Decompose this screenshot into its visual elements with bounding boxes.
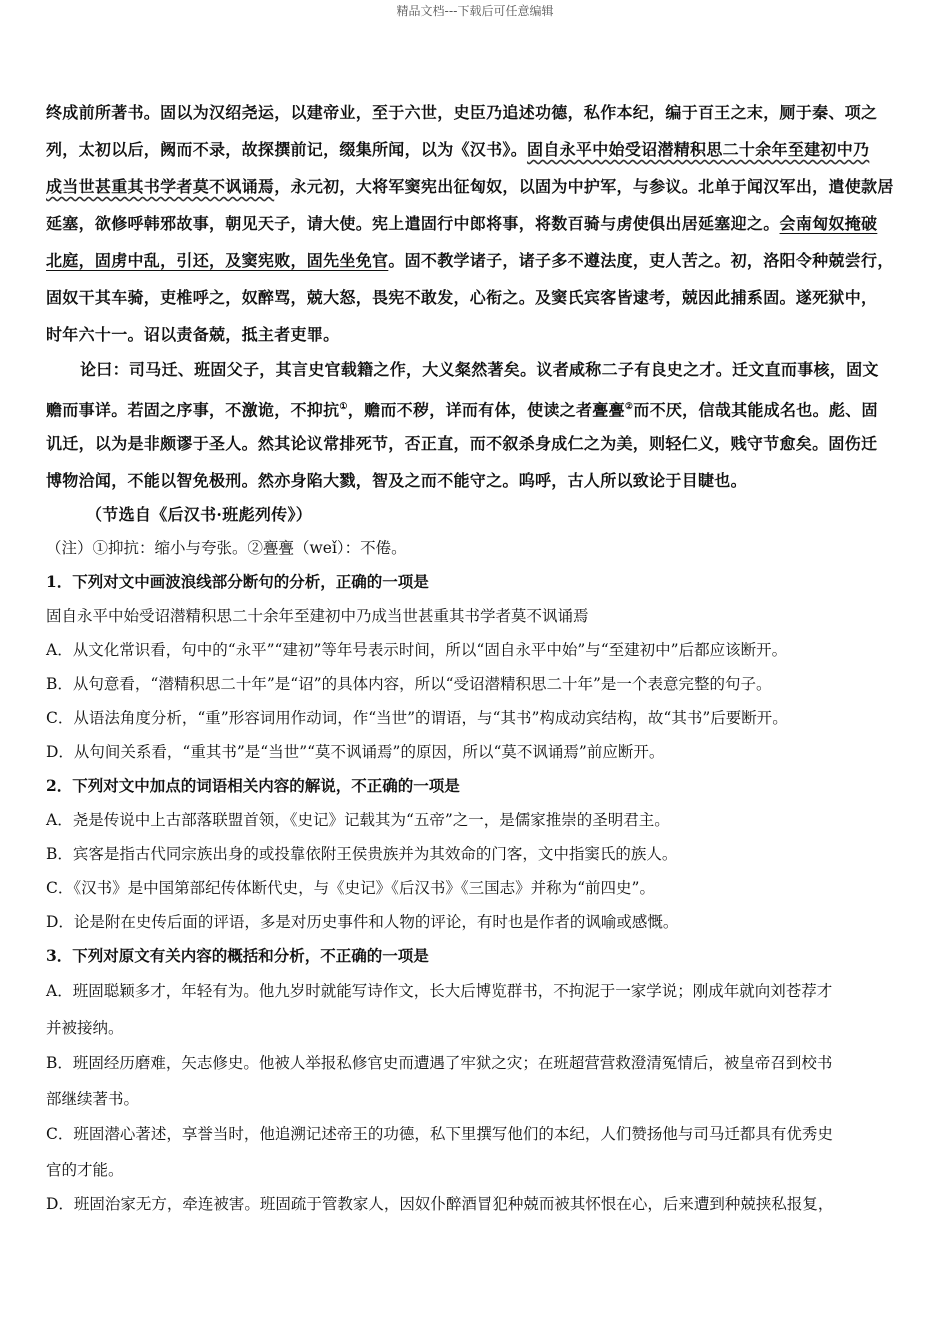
wavy-underlined-text: 固自永平中始受诏潜精积思二十余年至建初中乃 xyxy=(527,140,870,159)
question-3-option-c: C．班固潜心著述，享誉当时，他追溯记述帝王的功德，私下里撰写他们的本纪，人们赞扬他与司马迁都具有优秀史 xyxy=(46,1125,833,1143)
passage-line: 终成前所著书。固以为汉绍尧运，以建帝业，至于六世，史臣乃追述功德，私作本纪，编于百王之末，厕于秦、项之 xyxy=(46,103,878,122)
annotation-note: （注）①抑抗：缩小与夸张。②亹亹（weǐ）：不倦。 xyxy=(46,539,407,557)
question-3-stem: 3．下列对原文有关内容的概括和分析，不正确的一项是 xyxy=(46,946,429,965)
question-1-option-d: D．从句间关系看，“重其书”是“当世”“莫不讽诵焉”的原因，所以“莫不讽诵焉”前应断开。 xyxy=(46,743,665,761)
passage-line: 讥迁，以为是非颇谬于圣人。然其论议常排死节，否正直，而不叙杀身成仁之为美，则轻仁义，贱守节愈矣。固伤迁 xyxy=(46,434,878,453)
wavy-underlined-text: 成当世甚重其书学者莫不讽诵焉 xyxy=(46,177,275,196)
page-header: 精品文档---下载后可任意编辑 xyxy=(396,4,554,18)
question-3-option-a-cont: 并被接纳。 xyxy=(46,1019,124,1037)
question-1-option-b: B．从句意看，“潜精积思二十年”是“诏”的具体内容，所以“受诏潜精积思二十年”是一个表意完整的句子。 xyxy=(46,675,772,693)
question-3-option-a: A．班固聪颖多才，年轻有为。他九岁时就能写诗作文，长大后博览群书，不拘泥于一家学说；刚成年就向刘苍荐才 xyxy=(46,982,833,1000)
question-3-option-d: D．班固治家无方，牵连被害。班固疏于管教家人，因奴仆醉酒冒犯种兢而被其怀恨在心，后来遭到种兢挟私报复， xyxy=(46,1195,834,1213)
underlined-text: 会南匈奴掩破 xyxy=(779,214,878,233)
passage-line: 论曰：司马迁、班固父子，其言史官载籍之作，大义粲然著矣。议者咸称二子有良史之才。迁文直而事核，固文 xyxy=(80,360,879,379)
question-3-option-b-cont: 部继续著书。 xyxy=(46,1090,140,1108)
question-1-option-a: A．从文化常识看，句中的“永平”“建初”等年号表示时间，所以“固自永平中始”与“至建初中”后都应该断开。 xyxy=(46,641,788,659)
passage-line: 成当世甚重其书学者莫不讽诵焉，永元初，大将军窦宪出征匈奴，以固为中护军，与参议。北单于闻汉军出，遣使款居 xyxy=(46,177,894,196)
question-1-stem: 1．下列对文中画波浪线部分断句的分析，正确的一项是 xyxy=(46,572,429,591)
question-2-option-a: A．尧是传说中上古部落联盟首领，《史记》记载其为“五帝”之一，是儒家推崇的圣明君主。 xyxy=(46,811,670,829)
question-1-sentence: 固自永平中始受诏潜精积思二十余年至建初中乃成当世甚重其书学者莫不讽诵焉 xyxy=(46,607,589,625)
passage-line: 固奴干其车骑，吏椎呼之，奴醉骂，兢大怒，畏宪不敢发，心衔之。及窦氏宾客皆逮考，兢因此捕系固。遂死狱中， xyxy=(46,288,878,307)
passage-line: 列，太初以后，阙而不录，故探撰前记，缀集所闻，以为《汉书》。固自永平中始受诏潜精积思二十余年至建初中乃 xyxy=(46,140,870,159)
question-3-option-c-cont: 官的才能。 xyxy=(46,1161,124,1179)
question-2-option-c: C．《汉书》是中国第部纪传体断代史，与《史记》《后汉书》《三国志》并称为“前四史”。 xyxy=(46,879,655,897)
question-2-option-b: B．宾客是指古代同宗族出身的或投靠依附王侯贵族并为其效命的门客，文中指窦氏的族人。 xyxy=(46,845,678,863)
underlined-text: 北庭，固虏中乱，引还，及窦宪败，固先坐免官 xyxy=(46,251,389,270)
passage-line: 赡而事详。若固之序事，不激诡，不抑抗①，赡而不秽，详而有体，使读之者亹亹②而不厌，信哉其能成名也。彪、固 xyxy=(46,400,878,420)
question-2-stem: 2．下列对文中加点的词语相关内容的解说，不正确的一项是 xyxy=(46,776,460,795)
passage-line: 延塞，欲修呼韩邪故事，朝见天子，请大使。宪上遣固行中郎将事，将数百骑与虏使俱出居延塞迎之。会南匈奴掩破 xyxy=(46,214,878,233)
question-3-option-b: B．班固经历磨难，矢志修史。他被人举报私修官史而遭遇了牢狱之灾；在班超营营救澄清冤情后，被皇帝召到校书 xyxy=(46,1054,833,1072)
question-2-option-d: D．论是附在史传后面的评语，多是对历史事件和人物的评论，有时也是作者的讽喻或感慨。 xyxy=(46,913,679,931)
passage-line: 博物洽闻，不能以智免极刑。然亦身陷大戮，智及之而不能守之。呜呼，古人所以致论于目睫也。 xyxy=(46,471,747,490)
passage-source: （节选自《后汉书·班彪列传》） xyxy=(86,505,313,524)
question-1-option-c: C．从语法角度分析，“重”形容词用作动词，作“当世”的谓语，与“其书”构成动宾结构，故“其书”后要断开。 xyxy=(46,709,788,727)
passage-line: 时年六十一。诏以责备兢，抵主者吏罪。 xyxy=(46,325,340,344)
passage-line: 北庭，固虏中乱，引还，及窦宪败，固先坐免官。固不教学诸子，诸子多不遵法度，吏人苦之。初，洛阳令种兢尝行， xyxy=(46,251,894,270)
